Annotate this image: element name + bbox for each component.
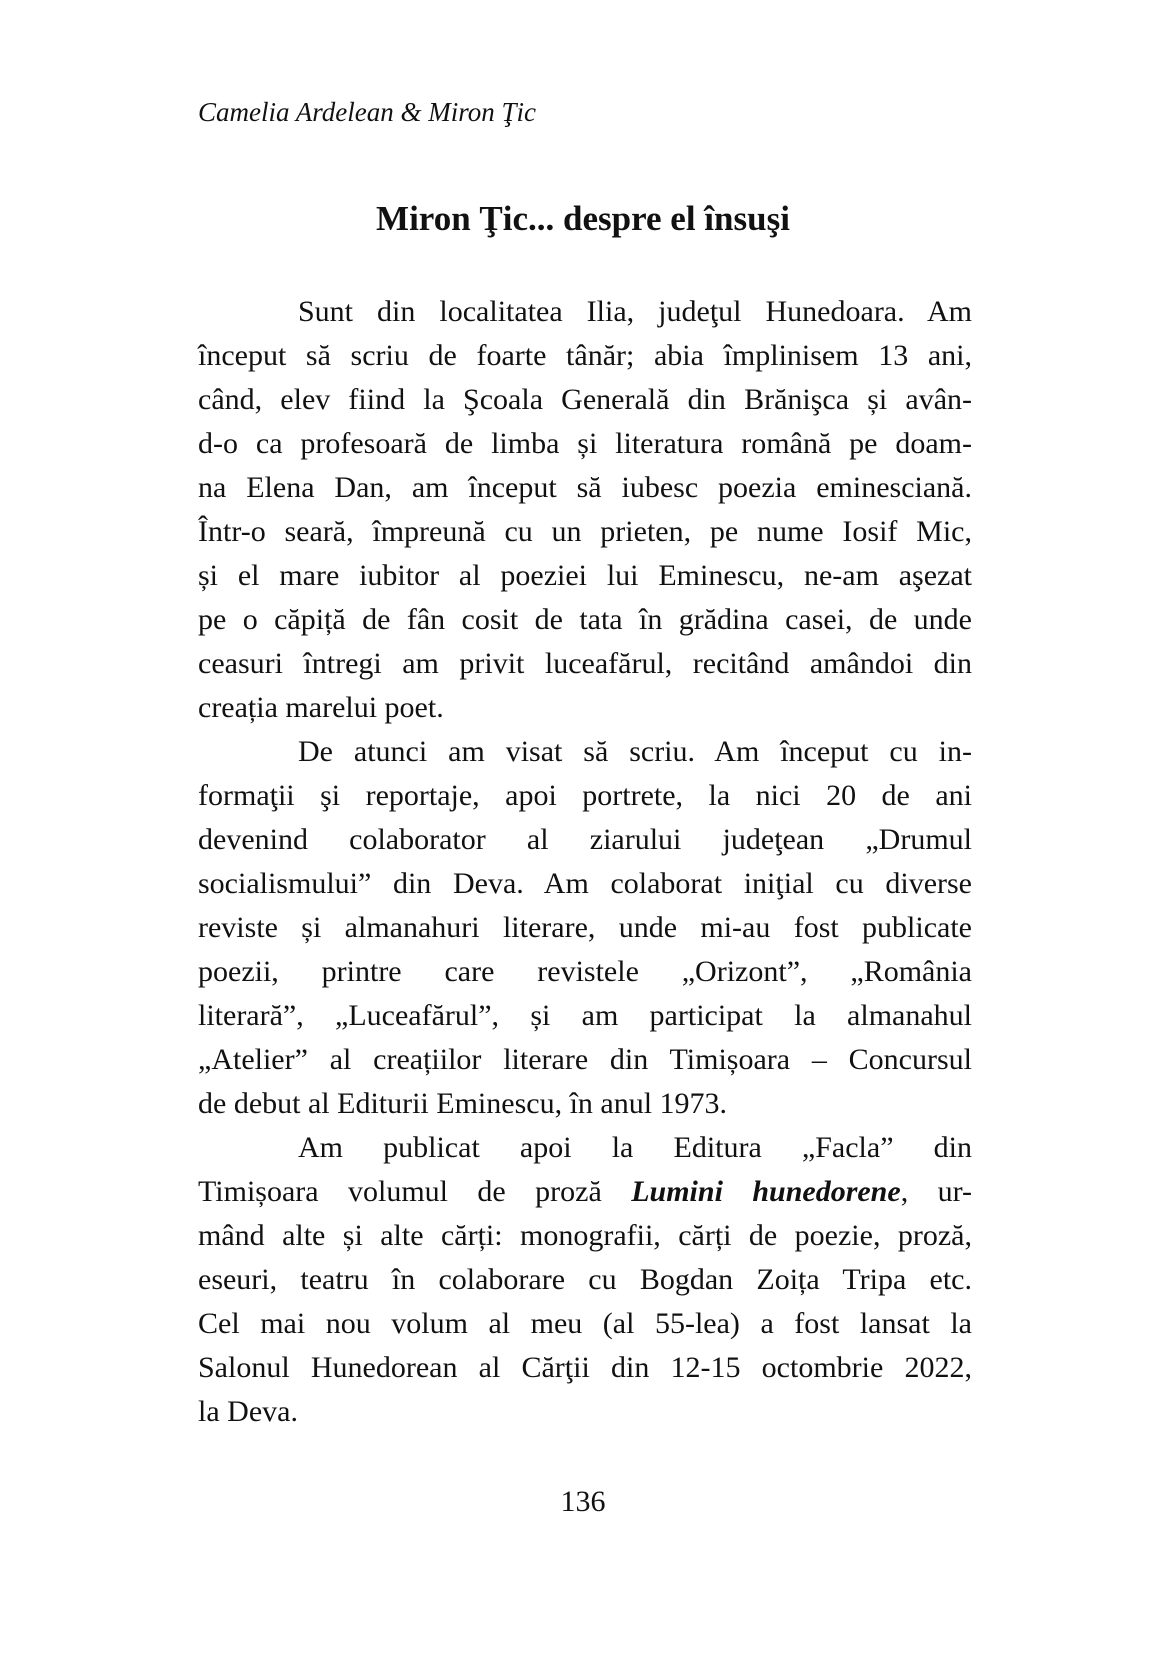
paragraph-3-line: la Deva. xyxy=(198,1395,298,1428)
body-text xyxy=(198,290,972,1434)
paragraph-3-line xyxy=(198,1170,972,1214)
paragraph-2-line: „Atelier” al creațiilor literare din Timișoara – Concursul xyxy=(198,1043,972,1076)
paragraph-2-line: literară”, „Luceafărul”, și am participat la almanahul xyxy=(198,999,972,1032)
page-title: Miron Ţic... despre el însuşi xyxy=(376,199,790,238)
paragraph-1-line: na Elena Dan, am început să iubesc poezia eminesciană. xyxy=(198,471,972,504)
paragraph-2-line: socialismului” din Deva. Am colaborat iniţial cu diverse xyxy=(198,867,972,900)
paragraph-3-text: , ur- xyxy=(900,1175,972,1208)
paragraph-3-text: Timișoara volumul de proză xyxy=(198,1175,632,1208)
paragraph-2-line: poezii, printre care revistele „Orizont”, „România xyxy=(198,955,972,988)
paragraph-2-line: reviste și almanahuri literare, unde mi-au fost publicate xyxy=(198,911,972,944)
paragraph-2-line: De atunci am visat să scriu. Am început cu in- xyxy=(298,735,972,768)
paragraph-3-line: Am publicat apoi la Editura „Facla” din xyxy=(298,1131,972,1164)
paragraph-2-line: formaţii şi reportaje, apoi portrete, la nici 20 de ani xyxy=(198,779,972,812)
running-head: Camelia Ardelean & Miron Ţic xyxy=(198,97,536,127)
page-number: 136 xyxy=(560,1485,606,1518)
paragraph-1-line: creația marelui poet. xyxy=(198,691,444,724)
paragraph-1-line: ceasuri întregi am privit luceafărul, recitând amândoi din xyxy=(198,647,972,680)
paragraph-3-line: mând alte și alte cărți: monografii, cărți de poezie, proză, xyxy=(198,1219,972,1252)
paragraph-1-line: Într-o seară, împreună cu un prieten, pe nume Iosif Mic, xyxy=(198,515,972,548)
paragraph-2-line: devenind colaborator al ziarului judeţean „Drumul xyxy=(198,823,972,856)
paragraph-1-line: Sunt din localitatea Ilia, judeţul Hunedoara. Am xyxy=(298,295,972,328)
paragraph-3-line: Salonul Hunedorean al Cărţii din 12-15 octombrie 2022, xyxy=(198,1351,972,1384)
paragraph-1-line: pe o căpiță de fân cosit de tata în grădina casei, de unde xyxy=(198,603,972,636)
paragraph-1-line: când, elev fiind la Şcoala Generală din Brănişca și avân- xyxy=(198,383,972,416)
paragraph-3-line: Cel mai nou volum al meu (al 55-lea) a fost lansat la xyxy=(198,1307,972,1340)
paragraph-2-line: de debut al Editurii Eminescu, în anul 1973. xyxy=(198,1087,728,1120)
book-title: Lumini hunedorene xyxy=(631,1175,901,1208)
paragraph-3-line: eseuri, teatru în colaborare cu Bogdan Zoița Tripa etc. xyxy=(198,1263,972,1296)
paragraph-1-line: și el mare iubitor al poeziei lui Eminescu, ne-am aşezat xyxy=(198,559,972,592)
paragraph-1-line: d-o ca profesoară de limba și literatura română pe doam- xyxy=(198,427,972,460)
paragraph-1-line: început să scriu de foarte tânăr; abia împlinisem 13 ani, xyxy=(198,339,972,372)
